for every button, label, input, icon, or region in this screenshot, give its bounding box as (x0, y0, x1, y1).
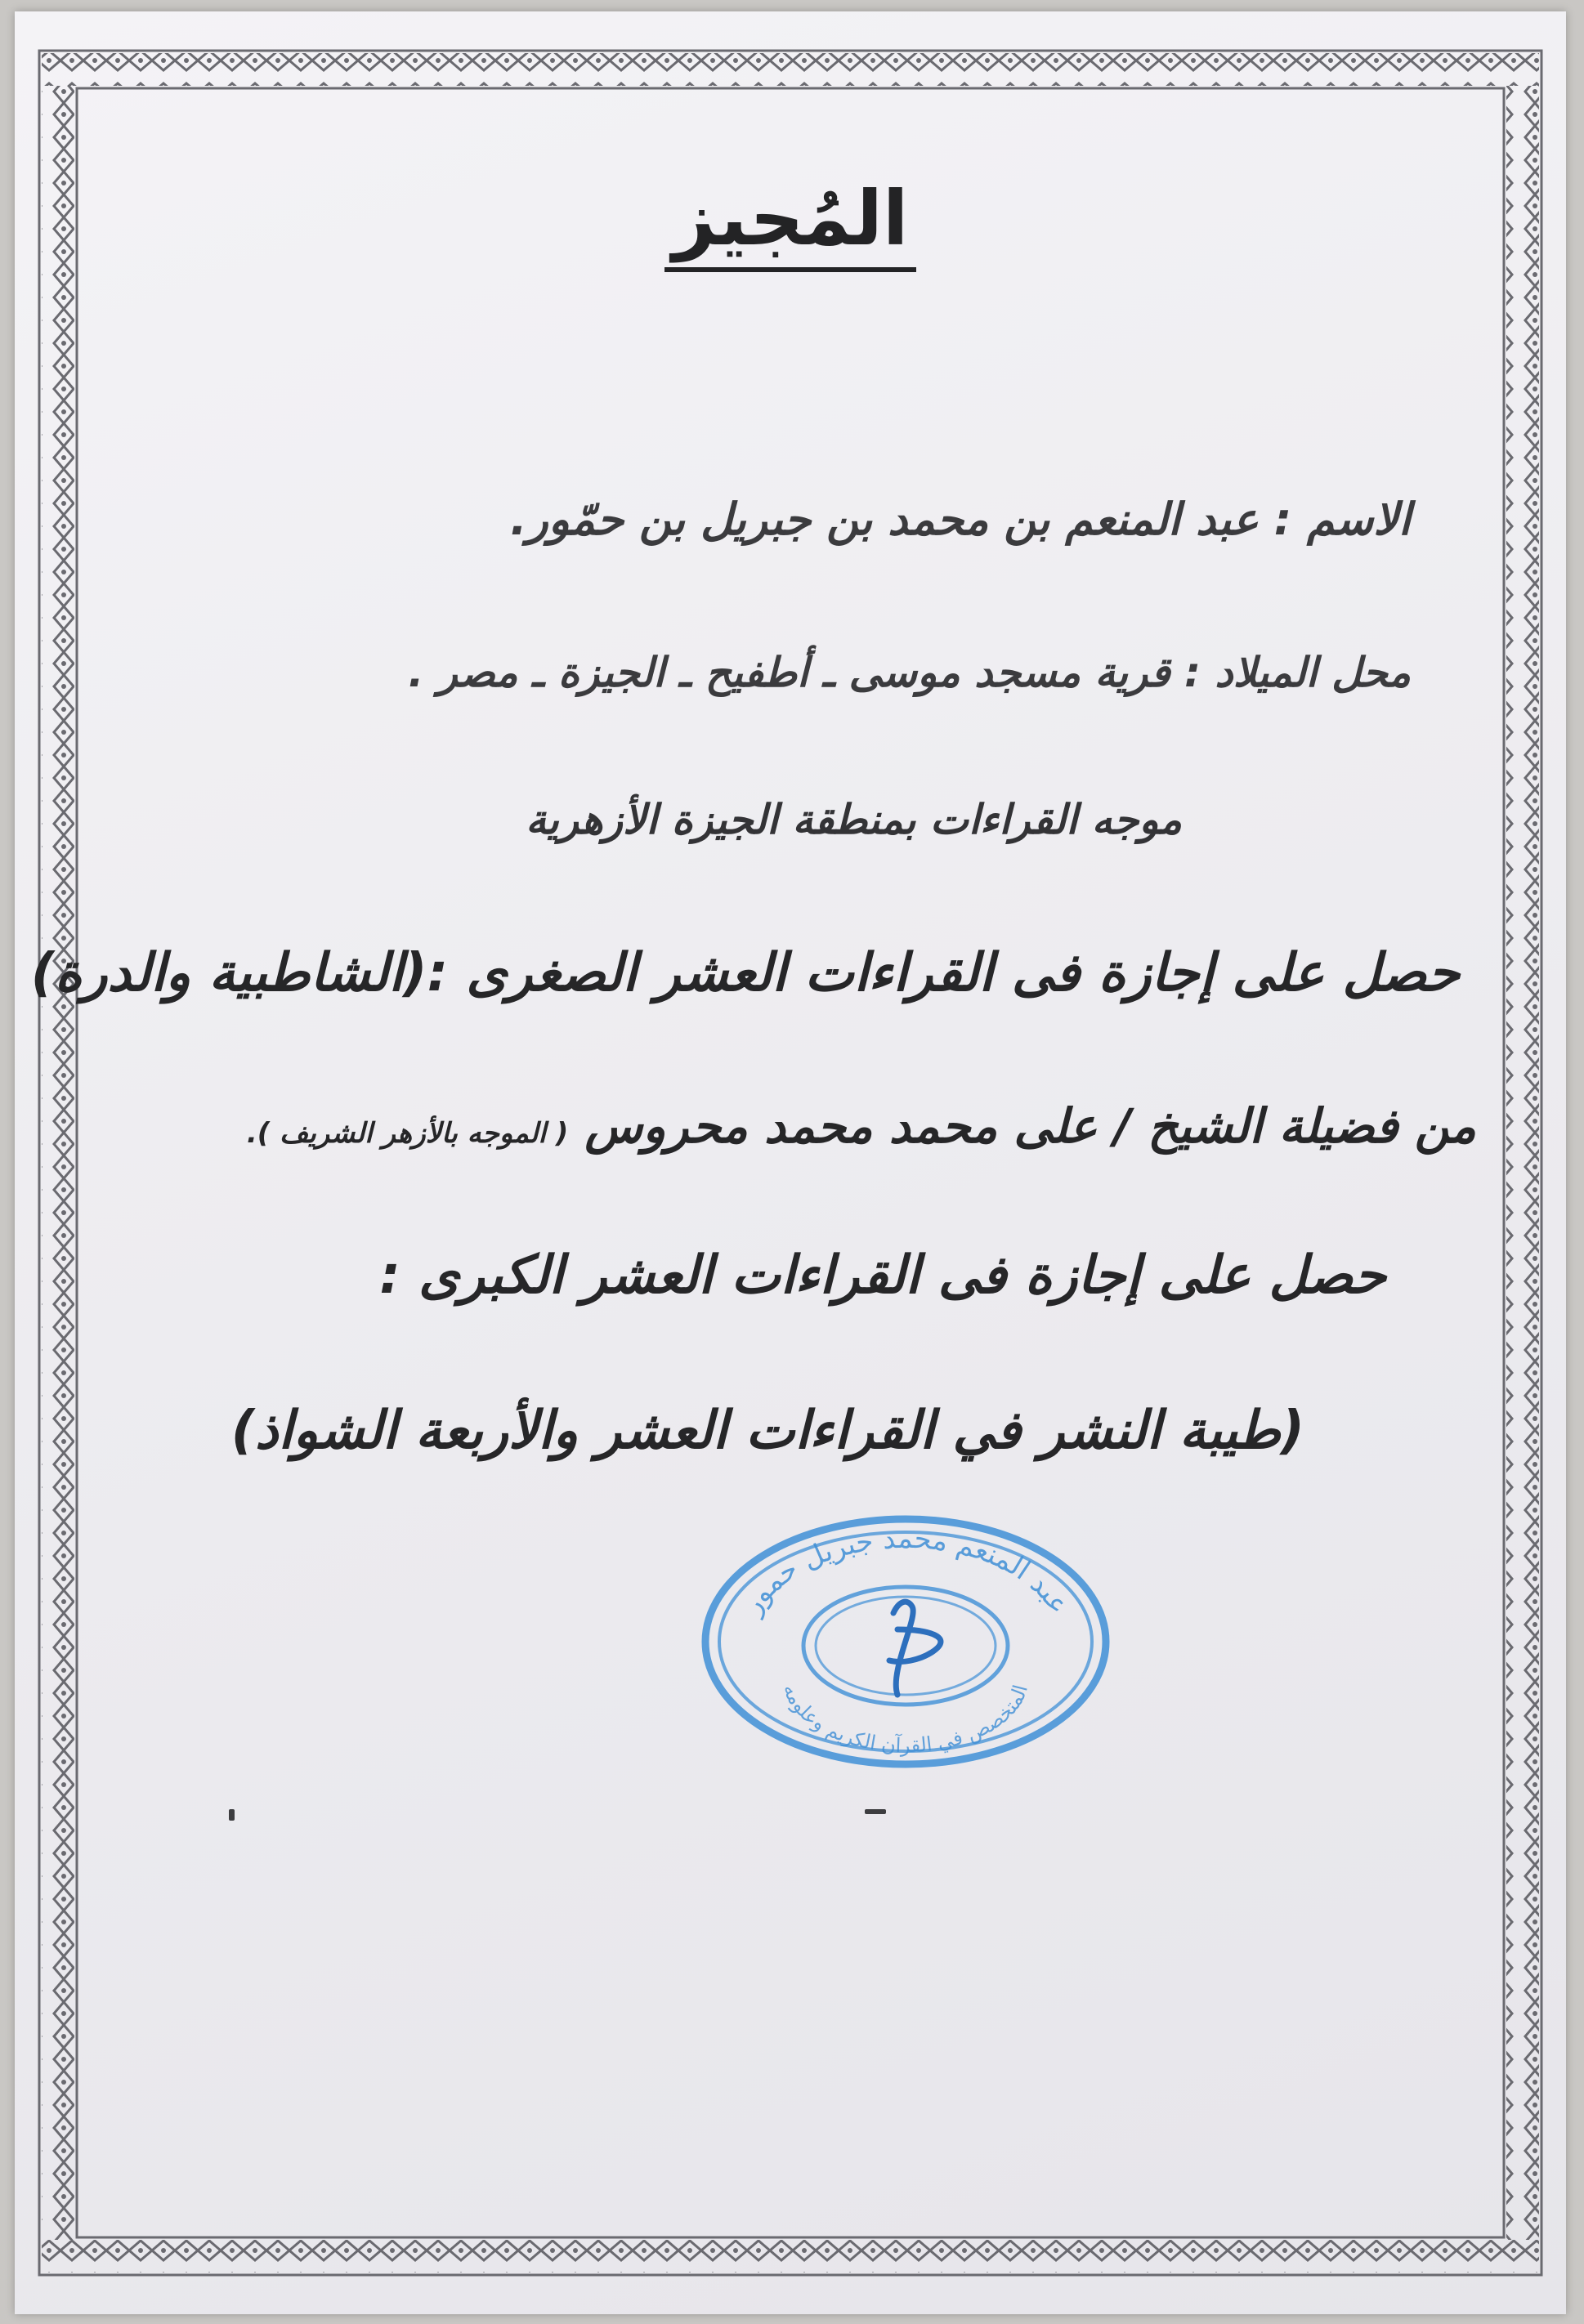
major-ijaza-line: حصل على إجازة فى القراءات العشر الكبرى : (379, 1245, 1386, 1306)
birthplace-line: محل الميلاد : قرية مسجد موسى ـ أطفيح ـ الجيزة ـ مصر . (408, 649, 1411, 696)
signature-mark (889, 1602, 941, 1695)
document-title: المُجيز (15, 175, 1566, 262)
sheikh-name: من فضيلة الشيخ / على محمد محمد محروس (568, 1098, 1476, 1154)
ink-speck (229, 1809, 235, 1821)
sheikh-line (247, 1098, 1476, 1154)
tayyiba-line: (طيبة النشر في القراءات العشر والأربعة الشواذ) (230, 1401, 1304, 1461)
certificate-paper (15, 11, 1566, 2314)
seal-stamp (693, 1507, 1118, 1777)
stamp-outer-text: عبد المنعم محمد جبريل حمور (736, 1522, 1076, 1620)
svg-text:المتخصص في القرآن الكريم وعلوم (779, 1682, 1032, 1757)
sheikh-note: ( الموجه بالأزهر الشريف ). (246, 1117, 569, 1150)
name-line: الاسم : عبد المنعم بن محمد بن جبريل بن حمّور. (510, 494, 1411, 545)
role-line: موجه القراءات بمنطقة الجيزة الأزهرية (526, 796, 1182, 843)
minor-ijaza-line: حصل على إجازة فى القراءات العشر الصغرى :(الشاطبية والدرة) (30, 943, 1460, 1003)
stamp-inner-text: المتخصص في القرآن الكريم وعلومه (778, 1681, 1032, 1758)
decorative-border (15, 11, 1566, 2314)
ink-speck (865, 1809, 886, 1814)
svg-text:عبد المنعم محمد جبريل حمور (735, 1522, 1076, 1621)
